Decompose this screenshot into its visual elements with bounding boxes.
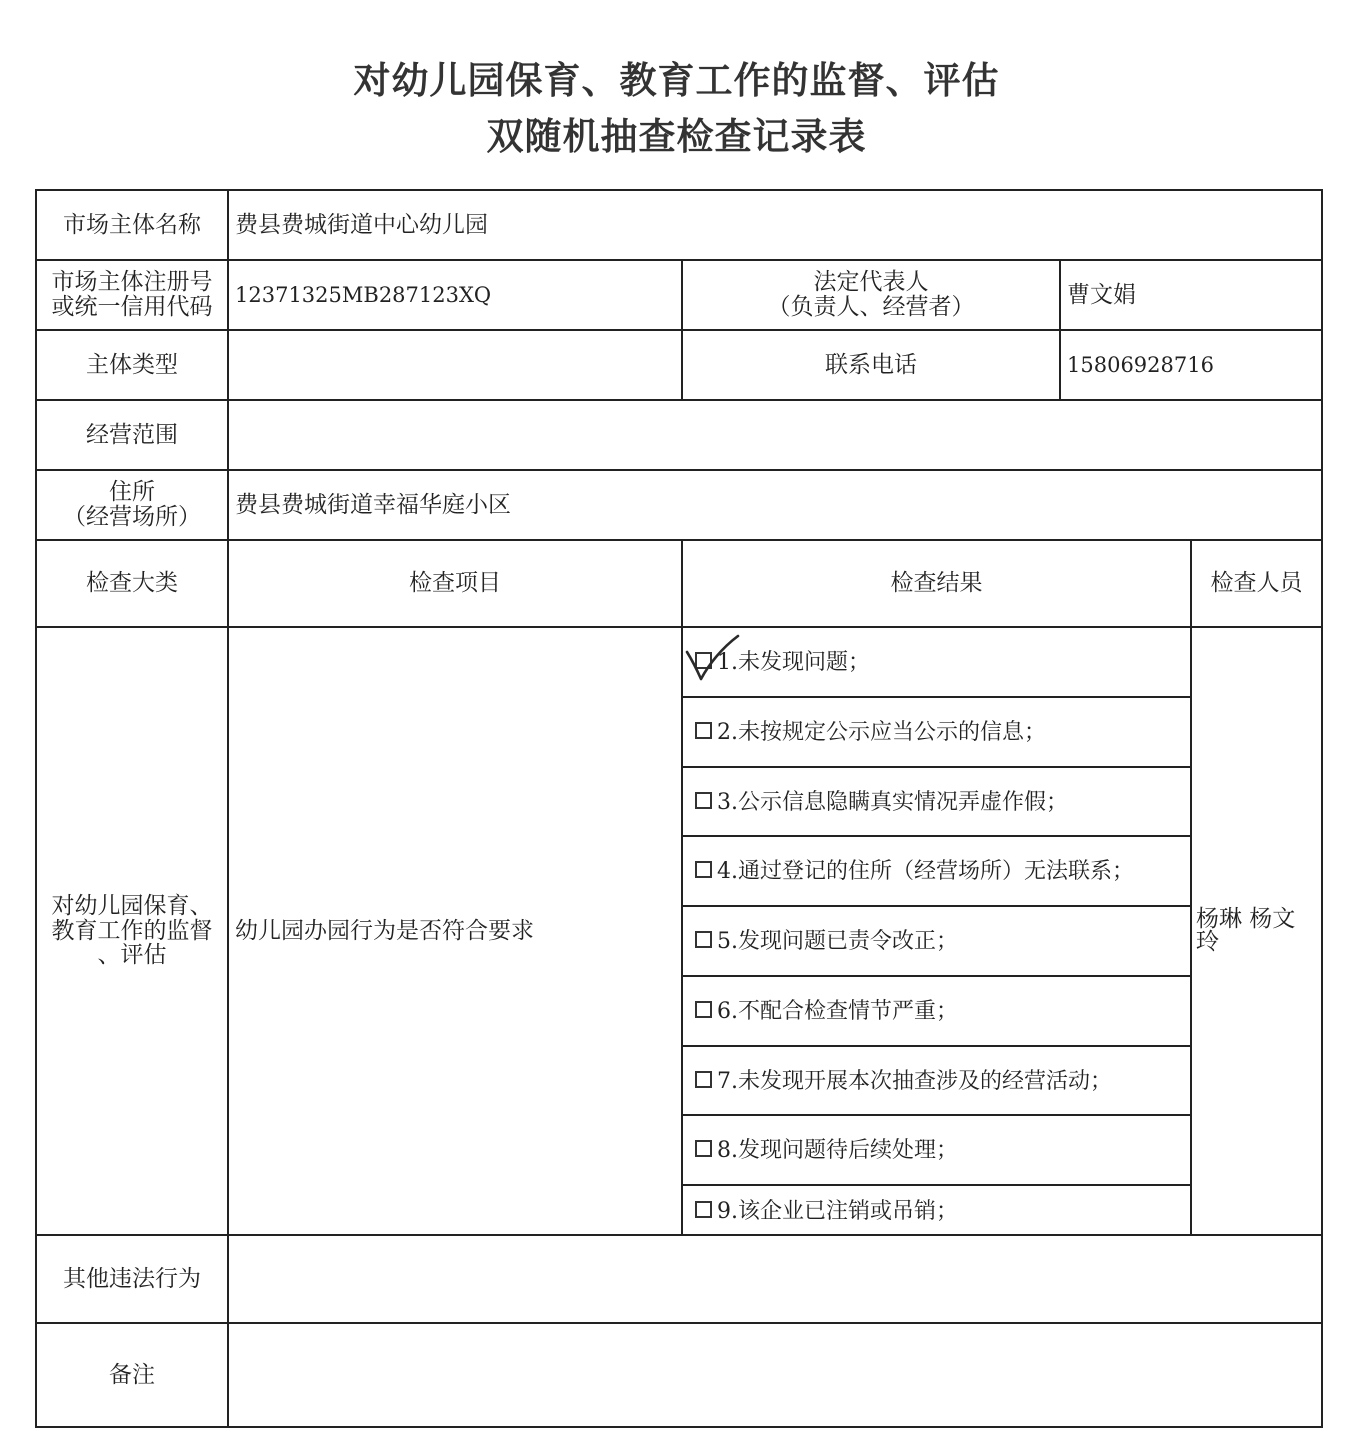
subject-type-value — [229, 331, 681, 399]
inspection-category-line3: 、评估 — [97, 942, 167, 969]
result-option-4[interactable] — [695, 854, 1134, 884]
subject-type-label: 主体类型 — [86, 351, 178, 378]
inspector-names-line1: 杨琳 杨文 — [1196, 906, 1296, 932]
checkmark-icon — [684, 632, 744, 684]
result-option-5[interactable] — [695, 924, 958, 954]
result-option-label: 9.该企业已注销或吊销； — [717, 1198, 958, 1224]
result-option-label: 8.发现问题待后续处理； — [717, 1137, 958, 1163]
business-scope-label: 经营范围 — [86, 421, 178, 448]
representative-value: 曹文娟 — [1067, 281, 1136, 308]
other-violations-label: 其他违法行为 — [63, 1265, 201, 1292]
checkbox-icon[interactable] — [695, 861, 712, 878]
checkbox-icon[interactable] — [695, 1140, 712, 1157]
checkbox-icon[interactable] — [695, 792, 712, 809]
remarks-value — [229, 1324, 1321, 1426]
result-option-label: 1.未发现问题； — [717, 649, 870, 675]
inspection-item: 幼儿园办园行为是否符合要求 — [235, 917, 534, 944]
header-inspector: 检查人员 — [1210, 570, 1303, 597]
checkbox-icon[interactable] — [695, 1001, 712, 1018]
phone-label: 联系电话 — [825, 351, 917, 378]
checkbox-icon[interactable] — [695, 931, 712, 948]
result-option-label: 7.未发现开展本次抽查涉及的经营活动； — [717, 1068, 1112, 1094]
inspection-category-line2: 教育工作的监督 — [51, 917, 213, 944]
phone-value: 15806928716 — [1067, 352, 1214, 377]
result-option-label: 3.公示信息隐瞒真实情况弄虚作假； — [717, 789, 1068, 815]
checkbox-icon[interactable] — [695, 1201, 712, 1218]
result-option-9[interactable] — [695, 1194, 958, 1224]
inspection-category-line1: 对幼儿园保育、 — [51, 892, 213, 919]
result-option-label: 2.未按规定公示应当公示的信息； — [717, 719, 1046, 745]
business-scope-value — [229, 401, 1321, 469]
registration-label-line1: 市场主体注册号 — [51, 269, 213, 296]
checkbox-icon[interactable] — [695, 1071, 712, 1088]
address-label — [37, 471, 227, 539]
form-title-line1: 对幼儿园保育、教育工作的监督、评估 — [353, 59, 1000, 102]
result-option-label: 5.发现问题已责令改正； — [717, 928, 958, 954]
representative-label-line2: （负责人、经营者） — [767, 294, 975, 320]
other-violations-value — [229, 1236, 1321, 1322]
inspection-category — [37, 628, 227, 1234]
subject-name-label: 市场主体名称 — [63, 211, 201, 238]
result-option-label: 6.不配合检查情节严重； — [717, 998, 958, 1024]
inspector-names — [1196, 628, 1318, 1234]
header-category: 检查大类 — [86, 570, 178, 597]
registration-value: 12371325MB287123XQ — [235, 282, 492, 307]
representative-label-line1: 法定代表人 — [813, 269, 929, 296]
remarks-label: 备注 — [109, 1361, 155, 1388]
address-value: 费县费城街道幸福华庭小区 — [235, 491, 511, 518]
inspector-names-line2: 玲 — [1196, 929, 1219, 955]
form-title-line2: 双随机抽查检查记录表 — [486, 115, 867, 158]
registration-label — [37, 261, 227, 329]
result-option-3[interactable] — [695, 785, 1068, 815]
header-item: 检查项目 — [409, 570, 501, 597]
registration-label-line2: 或统一信用代码 — [51, 294, 213, 320]
subject-name-value: 费县费城街道中心幼儿园 — [235, 211, 488, 238]
address-label-line2: （经营场所） — [63, 504, 201, 530]
address-label-line1: 住所 — [109, 479, 155, 506]
result-option-6[interactable] — [695, 994, 958, 1024]
checkbox-icon[interactable] — [695, 722, 712, 739]
result-option-8[interactable] — [695, 1133, 958, 1163]
result-option-7[interactable] — [695, 1064, 1112, 1094]
header-result: 检查结果 — [890, 570, 983, 597]
representative-label — [683, 261, 1059, 329]
result-option-label: 4.通过登记的住所（经营场所）无法联系； — [717, 858, 1134, 884]
result-option-2[interactable] — [695, 715, 1046, 745]
